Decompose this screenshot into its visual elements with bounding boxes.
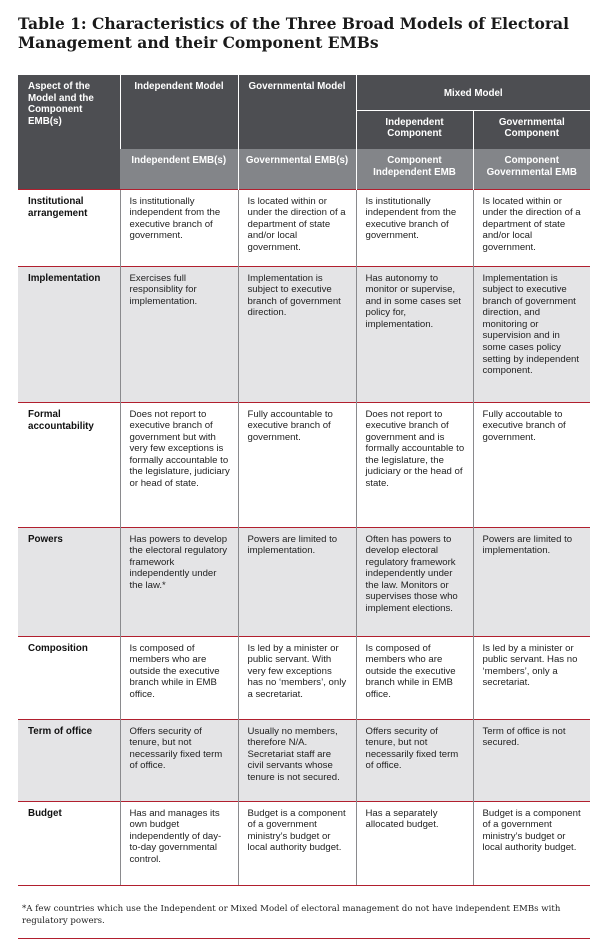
aspect-header-spacer: [18, 149, 120, 189]
header-row-1: [18, 75, 590, 110]
mixed-independent-cell: Has autonomy to monitor or supervise, and in some cases set policy for, implementation.: [356, 266, 473, 402]
governmental-embs-header: Governmental EMB(s): [238, 149, 356, 189]
independent-cell: Offers security of tenure, but not necessarily fixed term of office.: [120, 719, 238, 801]
table-title: Table 1: Characteristics of the Three Broad Models of Electoral Management and their Component EMBs: [18, 14, 569, 52]
independent-component-header: Independent Component: [356, 110, 473, 149]
mixed-independent-cell: Is composed of members who are outside the executive branch while in EMB office.: [356, 636, 473, 719]
governmental-cell: Usually no members, therefore N/A. Secretariat staff are civil servants whose tenure is not secured.: [238, 719, 356, 801]
aspect-header: Aspect of the Model and the Component EMB(s): [18, 75, 120, 149]
bottom-rule: [18, 938, 590, 939]
independent-cell: Is composed of members who are outside the executive branch while in EMB office.: [120, 636, 238, 719]
mixed-governmental-cell: Is located within or under the direction of a department of state and/or local government.: [473, 189, 590, 266]
row-aspect: Powers: [18, 527, 120, 636]
mixed-governmental-cell: Budget is a component of a government ministry’s budget or local authority budget.: [473, 801, 590, 885]
independent-cell: Does not report to executive branch of government but with very few exceptions is formally accountable to the legislature, judiciary or head of state.: [120, 402, 238, 527]
mixed-independent-cell: Often has powers to develop electoral regulatory framework independently under the law. Monitors or supervises those who implement elections.: [356, 527, 473, 636]
mixed-governmental-cell: Fully accoutable to executive branch of government.: [473, 402, 590, 527]
governmental-cell: Is located within or under the direction of a department of state and/or local government.: [238, 189, 356, 266]
table-row: [18, 266, 590, 402]
governmental-model-header: Governmental Model: [238, 75, 356, 149]
footnote: *A few countries which use the Independent or Mixed Model of electoral management do not have independent EMBs with regulatory powers.: [22, 904, 561, 926]
mixed-model-header: Mixed Model: [356, 75, 590, 110]
mixed-governmental-cell: Powers are limited to implementation.: [473, 527, 590, 636]
component-governmental-emb-header: Component Governmental EMB: [473, 149, 590, 189]
row-aspect: Composition: [18, 636, 120, 719]
mixed-independent-cell: Does not report to executive branch of government and is formally accountable to the legislature, the judiciary or the head of state.: [356, 402, 473, 527]
row-aspect: Implementation: [18, 266, 120, 402]
row-aspect: Budget: [18, 801, 120, 885]
governmental-cell: Powers are limited to implementation.: [238, 527, 356, 636]
independent-cell: Has powers to develop the electoral regulatory framework independently under the law.*: [120, 527, 238, 636]
table-row: [18, 636, 590, 719]
independent-model-header: Independent Model: [120, 75, 238, 149]
emb-models-table: [18, 75, 590, 886]
table-row: [18, 189, 590, 266]
independent-cell: Exercises full responsiblity for implementation.: [120, 266, 238, 402]
independent-cell: Has and manages its own budget independently of day-to-day governmental control.: [120, 801, 238, 885]
table-row: [18, 719, 590, 801]
mixed-governmental-cell: Implementation is subject to executive branch of government direction, and monitoring or supervision and in some cases policy setting by independent component.: [473, 266, 590, 402]
mixed-independent-cell: Is institutionally independent from the executive branch of government.: [356, 189, 473, 266]
row-aspect: Formal accountability: [18, 402, 120, 527]
table-row: [18, 402, 590, 527]
independent-cell: Is institutionally independent from the executive branch of government.: [120, 189, 238, 266]
independent-embs-header: Independent EMB(s): [120, 149, 238, 189]
component-independent-emb-header: Component Independent EMB: [356, 149, 473, 189]
governmental-cell: Implementation is subject to executive branch of government direction.: [238, 266, 356, 402]
mixed-governmental-cell: Term of office is not secured.: [473, 719, 590, 801]
governmental-cell: Fully accountable to executive branch of government.: [238, 402, 356, 527]
governmental-cell: Is led by a minister or public servant. With very few exceptions has no ‘members’, only a secretariat.: [238, 636, 356, 719]
table-row: [18, 801, 590, 885]
governmental-cell: Budget is a component of a government ministry’s budget or local authority budget.: [238, 801, 356, 885]
governmental-component-header: Governmental Component: [473, 110, 590, 149]
mixed-governmental-cell: Is led by a minister or public servant. Has no ‘members’, only a secretariat.: [473, 636, 590, 719]
row-aspect: Institutional arrangement: [18, 189, 120, 266]
row-aspect: Term of office: [18, 719, 120, 801]
mixed-independent-cell: Offers security of tenure, but not necessarily fixed term of office.: [356, 719, 473, 801]
table-row: [18, 527, 590, 636]
mixed-independent-cell: Has a separately allocated budget.: [356, 801, 473, 885]
header-row-3: [18, 149, 590, 189]
